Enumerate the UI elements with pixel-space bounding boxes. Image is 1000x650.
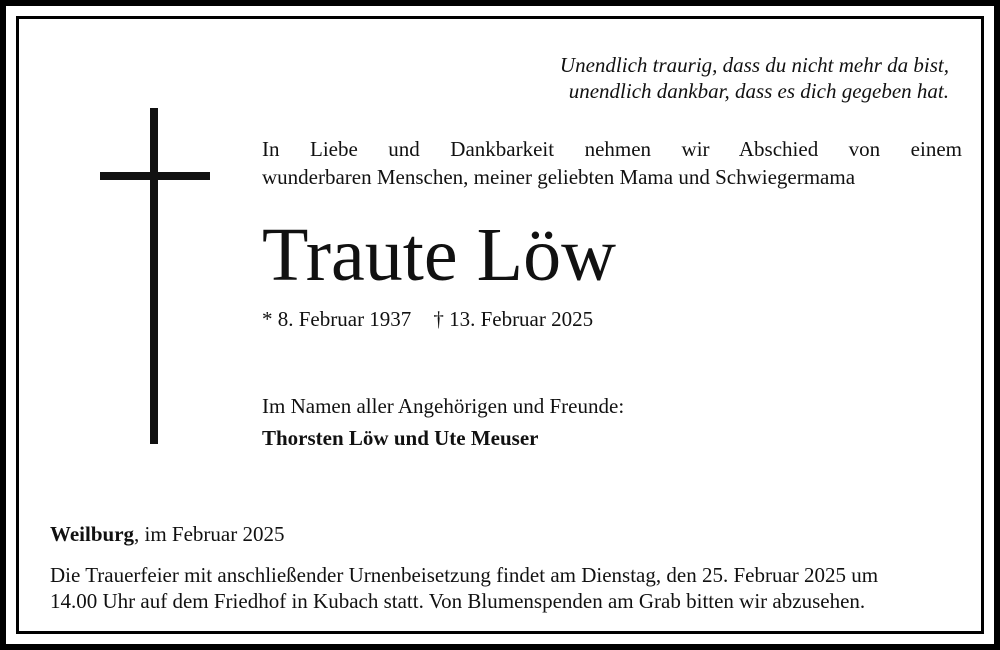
place-date: , im Februar 2025 — [134, 522, 285, 546]
place-and-date — [50, 521, 285, 547]
intro-line-2: wunderbaren Menschen, meiner geliebten Mama und Schwiegermama — [262, 165, 856, 189]
quote-line-2: unendlich dankbar, dass es dich gegeben hat. — [568, 79, 949, 103]
funeral-details — [50, 562, 961, 614]
deceased-name: Traute Löw — [262, 213, 616, 297]
life-dates — [262, 306, 593, 332]
death-date: † 13. Februar 2025 — [433, 307, 594, 331]
intro-line-1: In Liebe und Dankbarkeit nehmen wir Abschied von einem — [262, 137, 962, 161]
funeral-line-2: 14.00 Uhr auf dem Friedhof in Kubach statt. Von Blumenspenden am Grab bitten wir abzusehen. — [50, 589, 866, 613]
mourners-intro: Im Namen aller Angehörigen und Freunde: — [262, 394, 625, 418]
place-town: Weilburg — [50, 522, 135, 546]
funeral-line-1: Die Trauerfeier mit anschließender Urnenbeisetzung findet am Dienstag, den 25. Februar 2025 um — [50, 563, 879, 587]
mourners-names: Thorsten Löw und Ute Meuser — [262, 426, 539, 450]
cross-horizontal-bar — [100, 172, 210, 180]
cross-vertical-bar — [150, 108, 158, 444]
memorial-quote — [560, 52, 949, 104]
birth-date: * 8. Februar 1937 — [262, 307, 412, 331]
quote-line-1: Unendlich traurig, dass du nicht mehr da bist, — [559, 53, 949, 77]
farewell-intro — [262, 135, 962, 191]
